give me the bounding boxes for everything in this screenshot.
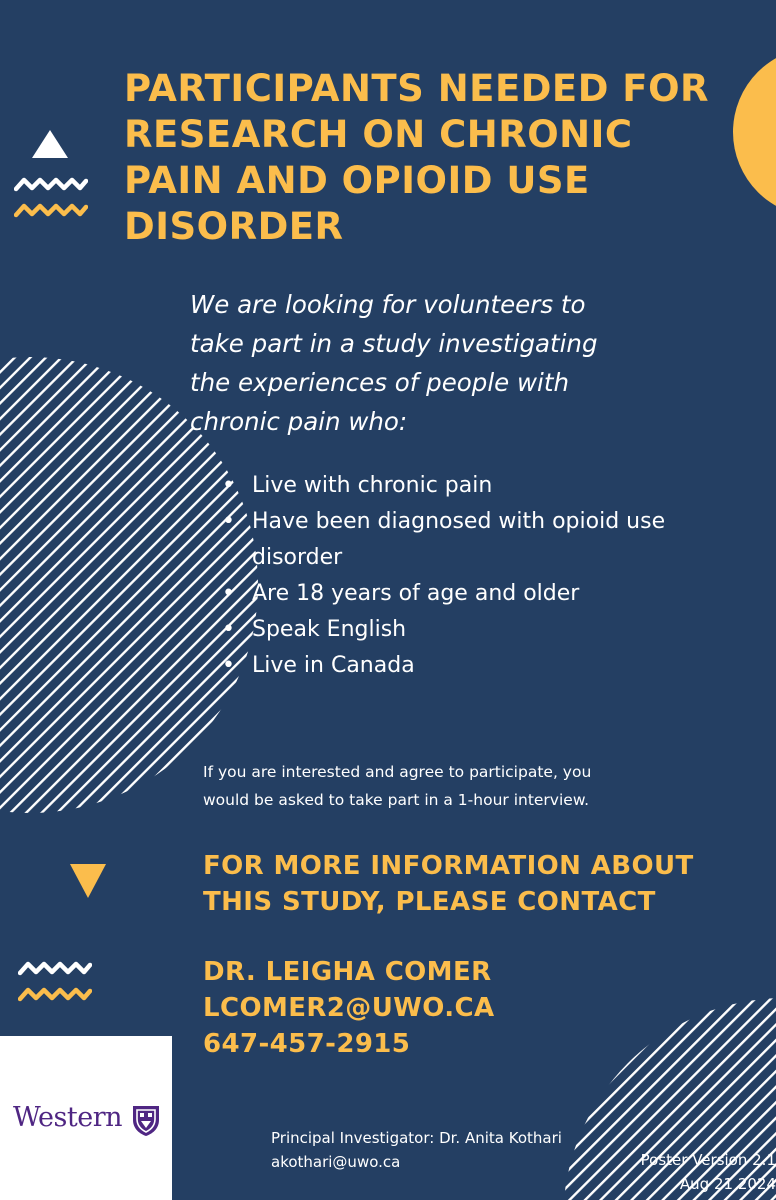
- bullet-icon: •: [222, 473, 235, 498]
- contact-name: DR. LEIGHA COMER: [203, 957, 492, 987]
- interview-info: [203, 758, 683, 814]
- intro-line: take part in a study investigating: [190, 329, 598, 358]
- intro-line: the experiences of people with: [190, 368, 569, 397]
- pi-line: Principal Investigator: Dr. Anita Kothari: [271, 1129, 562, 1147]
- title-line: RESEARCH ON CHRONIC: [124, 113, 633, 156]
- contact-heading-line: FOR MORE INFORMATION ABOUT: [203, 851, 694, 881]
- poster-version: [600, 1148, 776, 1196]
- western-crest-icon: [131, 1104, 161, 1138]
- western-logo-wordmark: Western: [13, 1102, 123, 1133]
- bullet-icon: •: [222, 581, 235, 606]
- contact-email-link[interactable]: LCOMER2@UWO.CA: [203, 993, 495, 1023]
- principal-investigator: [271, 1126, 611, 1174]
- interview-line: If you are interested and agree to participate, you: [203, 763, 592, 781]
- poster-title: [124, 66, 724, 250]
- title-line: PAIN AND OPIOID USE: [124, 159, 590, 202]
- version-label: Poster Version 2.1: [640, 1151, 776, 1169]
- list-item: [222, 648, 742, 684]
- eligibility-list: [222, 468, 742, 684]
- wave-icon: [14, 174, 88, 194]
- wave-icon: [18, 958, 92, 978]
- intro-paragraph: [190, 285, 690, 441]
- contact-heading: [203, 848, 763, 920]
- bullet-icon: •: [222, 653, 235, 678]
- wave-icon: [14, 200, 88, 220]
- bullet-icon: •: [222, 617, 235, 642]
- intro-line: chronic pain who:: [190, 407, 408, 436]
- list-item: [222, 612, 742, 648]
- list-item-text: Live in Canada: [252, 653, 415, 678]
- contact-phone-link[interactable]: 647-457-2915: [203, 1029, 411, 1059]
- contact-heading-line: THIS STUDY, PLEASE CONTACT: [203, 887, 656, 917]
- bullet-icon: •: [222, 509, 235, 534]
- triangle-down-icon: [68, 862, 108, 900]
- list-item-text: Have been diagnosed with opioid use: [252, 509, 666, 534]
- list-item-text: Live with chronic pain: [252, 473, 493, 498]
- list-item-text: Speak English: [252, 617, 407, 642]
- list-item: [222, 576, 742, 612]
- wave-icon: [18, 984, 92, 1004]
- list-item-text: Are 18 years of age and older: [252, 581, 580, 606]
- contact-details: [203, 954, 723, 1062]
- version-date: Aug 21 2024: [679, 1175, 776, 1193]
- title-line: DISORDER: [124, 205, 344, 248]
- list-item-text: disorder: [252, 545, 343, 570]
- pi-email-link[interactable]: akothari@uwo.ca: [271, 1153, 401, 1171]
- list-item: [222, 504, 742, 576]
- list-item: [222, 468, 742, 504]
- title-line: PARTICIPANTS NEEDED FOR: [124, 67, 710, 110]
- intro-line: We are looking for volunteers to: [190, 290, 586, 319]
- triangle-up-icon: [30, 128, 70, 160]
- interview-line: would be asked to take part in a 1-hour interview.: [203, 791, 590, 809]
- yellow-circle-decoration: [733, 47, 776, 217]
